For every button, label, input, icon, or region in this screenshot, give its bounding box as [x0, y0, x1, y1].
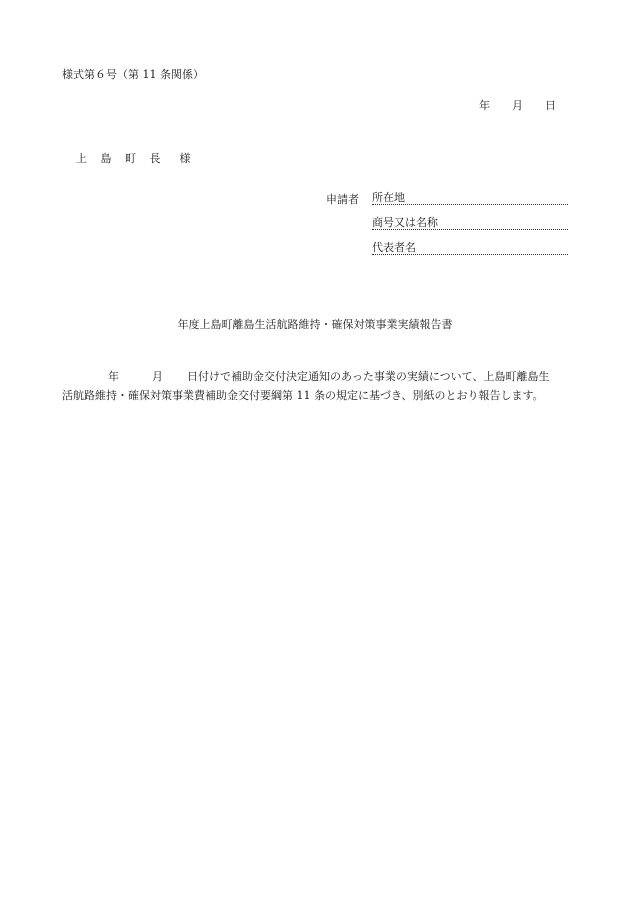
body-text-line-1: 付けで補助金交付決定通知のあった事業の実績について、上島町離島生: [198, 370, 550, 383]
date-year-label: 年: [479, 99, 490, 112]
report-body: [62, 367, 574, 405]
body-day-label: 日: [187, 370, 198, 383]
date-day-label: 日: [545, 99, 556, 112]
company-name-field-label: 商号又は名称: [372, 216, 438, 229]
representative-field[interactable]: [372, 239, 568, 255]
address-field-label: 所在地: [372, 191, 405, 204]
addressee: [76, 150, 191, 166]
applicant-label: 申請者: [326, 193, 359, 206]
body-year-label: 年: [108, 370, 119, 383]
report-body-line-1: [62, 367, 574, 386]
address-field[interactable]: [372, 189, 568, 205]
date-month-label: 月: [512, 99, 523, 112]
representative-field-label: 代表者名: [372, 241, 416, 254]
addressee-honorific: 様: [179, 152, 191, 165]
form-number: 様式第６号（第 11 条関係）: [62, 68, 204, 81]
date-line: [0, 97, 630, 111]
body-month-label: 月: [152, 370, 163, 383]
addressee-name: 上 島 町 長: [76, 152, 166, 165]
document-title: 年度上島町離島生活航路維持・確保対策事業実績報告書: [177, 318, 453, 331]
report-body-line-2: 活航路維持・確保対策事業費補助金交付要綱第 11 条の規定に基づき、別紙のとおり報告します。: [62, 389, 544, 402]
company-name-field[interactable]: [372, 214, 568, 230]
